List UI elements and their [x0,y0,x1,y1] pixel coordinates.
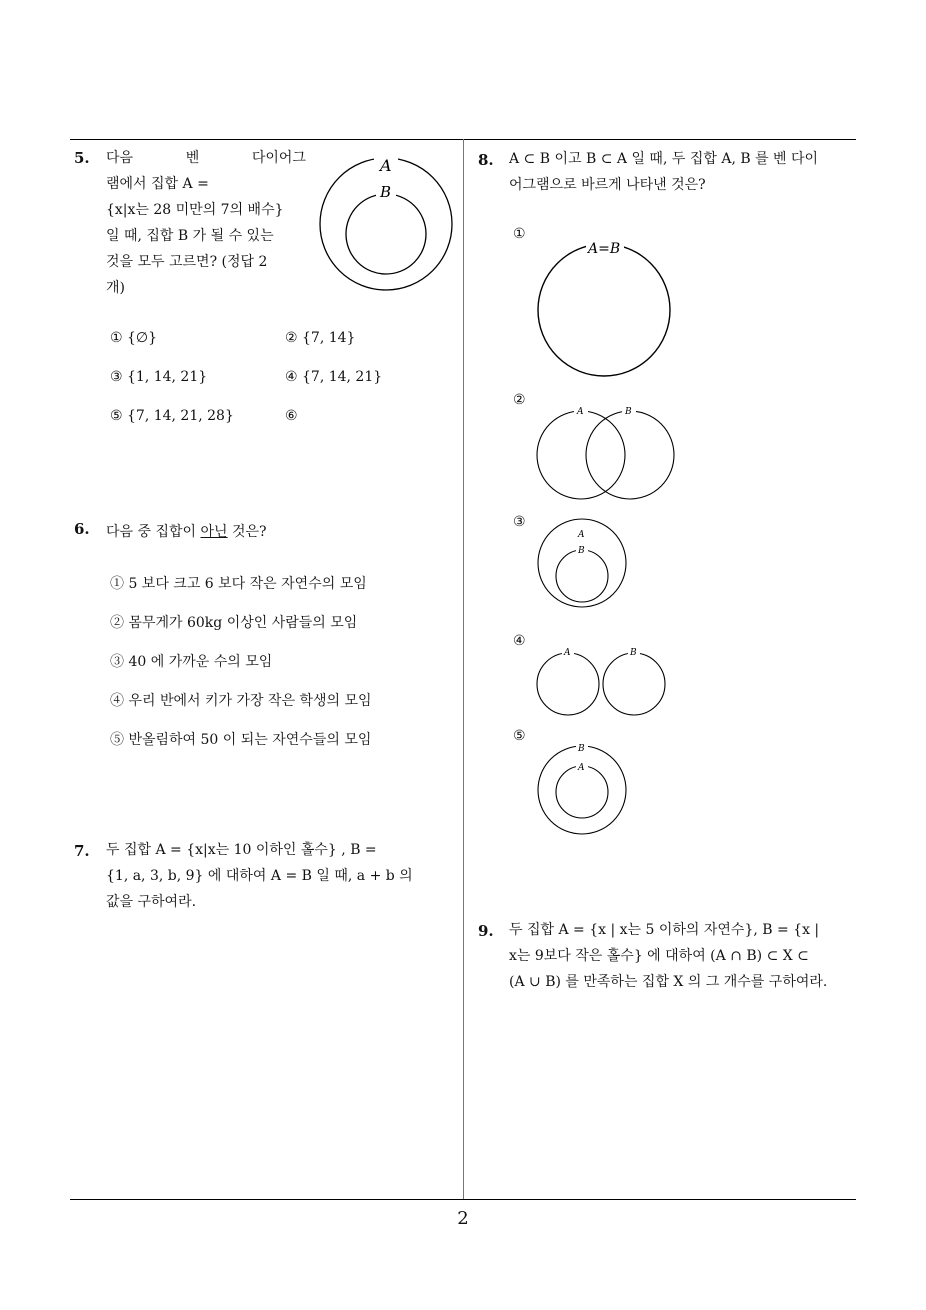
q6-option-1[interactable]: ① 5 보다 크고 6 보다 작은 자연수의 모임 [110,576,367,592]
q8-option-5-outer-label: B [578,744,585,754]
q8-option-5-inner-label: A [578,763,585,773]
q8-option-5-outer-circle [538,746,626,834]
q5-option-2[interactable]: ② {7, 14} [285,330,356,346]
q8-option-2-marker[interactable]: ② [513,392,526,408]
q8-option-2-diagram[interactable] [533,405,683,505]
q5-stem-line: 램에서 집합 A = [106,176,209,192]
q7-stem [106,837,456,915]
q8-option-4-label-b: B [630,648,637,658]
q6-option-2[interactable]: ② 몸무게가 60kg 이상인 사람들의 모임 [110,615,358,631]
q8-option-4-label-a: A [564,648,571,658]
q8-option-4-circle-a [537,653,599,715]
q8-option-3-marker[interactable]: ③ [513,514,526,530]
q9-number: 9. [478,922,494,940]
q6-stem [106,521,267,541]
q6-option-5[interactable]: ⑤ 반올림하여 50 이 되는 자연수들의 모임 [110,732,372,748]
q5-stem-line: 일 때, 집합 B 가 될 수 있는 [106,228,274,244]
q8-option-5-marker[interactable]: ⑤ [513,728,526,744]
q9-stem-line: 두 집합 A = {x | x는 5 이하의 자연수}, B = {x | [509,922,820,938]
q8-option-2-circle-b [586,411,674,499]
q5-inner-set-circle [346,194,426,274]
q8-stem [509,146,859,198]
q5-stem-word: 다음 [106,150,134,166]
q5-stem-line: 개) [106,280,125,296]
q5-number: 5. [74,149,90,167]
page-number: 2 [457,1208,469,1229]
q8-option-2-label-a: A [577,407,584,417]
q5-outer-set-circle [320,158,452,290]
q6-number: 6. [74,520,90,538]
q8-option-4-marker[interactable]: ④ [513,633,526,649]
q7-stem-line: 값을 구하여라. [106,894,197,910]
bottom-rule [70,1199,856,1200]
q8-option-4-diagram[interactable] [533,646,673,718]
q5-option-5[interactable]: ⑤ {7, 14, 21, 28} [110,408,234,424]
q8-option-1-circle [538,244,670,376]
q5-outer-label: A [380,156,392,175]
q8-option-3-diagram[interactable] [533,528,633,596]
q5-stem-line: {x|x는 28 미만의 7의 배수} [106,202,284,218]
q8-option-1-label: A=B [588,241,621,257]
q5-venn-diagram [318,150,458,290]
q7-stem-line: 두 집합 A = {x|x는 10 이하인 홀수} , B = [106,842,377,858]
q9-stem-line: (A ∪ B) 를 만족하는 집합 X 의 그 개수를 구하여라. [509,974,828,990]
q7-stem-line: {1, a, 3, b, 9} 에 대하여 A = B 일 때, a + b 의 [106,868,413,884]
q5-stem [106,145,306,301]
q8-option-5-inner-circle [556,766,608,818]
q9-stem [509,917,859,995]
q5-stem-line [106,145,306,171]
q8-option-3-outer-label: A [578,530,585,540]
q5-stem-word: 벤 [185,150,200,166]
q8-number: 8. [478,151,494,169]
q6-option-3[interactable]: ③ 40 에 가까운 수의 모임 [110,654,273,670]
q8-option-4-circle-b [603,653,665,715]
column-divider [463,139,464,1200]
q8-stem-line: 어그램으로 바르게 나타낸 것은? [509,177,706,193]
q6-stem-suffix: 것은? [227,524,267,540]
q5-option-1[interactable]: ① {∅} [110,330,158,346]
q8-option-3-inner-label: B [578,546,585,556]
q6-option-4[interactable]: ④ 우리 반에서 키가 가장 작은 학생의 모임 [110,693,372,709]
q5-option-4[interactable]: ④ {7, 14, 21} [285,369,383,385]
q8-option-2-label-b: B [625,407,632,417]
q5-option-6[interactable]: ⑥ [285,408,298,424]
q8-stem-line: A ⊂ B 이고 B ⊂ A 일 때, 두 집합 A, B 를 벤 다이 [509,151,819,167]
q8-option-1-marker[interactable]: ① [513,226,526,242]
q8-option-3-inner-circle [556,550,608,602]
q5-stem-word: 다이어그 [251,150,306,166]
q5-inner-label: B [380,183,392,201]
q8-option-1-diagram[interactable] [530,238,680,383]
q8-option-5-diagram[interactable] [533,742,633,838]
q6-stem-underlined: 아닌 [200,524,228,540]
q8-option-2-circle-a [537,411,625,499]
q5-stem-line: 것을 모두 고르면? (정답 2 [106,254,268,270]
q6-stem-prefix: 다음 중 집합이 [106,524,201,540]
q5-option-3[interactable]: ③ {1, 14, 21} [110,369,208,385]
q9-stem-line: x는 9보다 작은 홀수} 에 대하여 (A ∩ B) ⊂ X ⊂ [509,948,809,964]
q7-number: 7. [74,842,90,860]
